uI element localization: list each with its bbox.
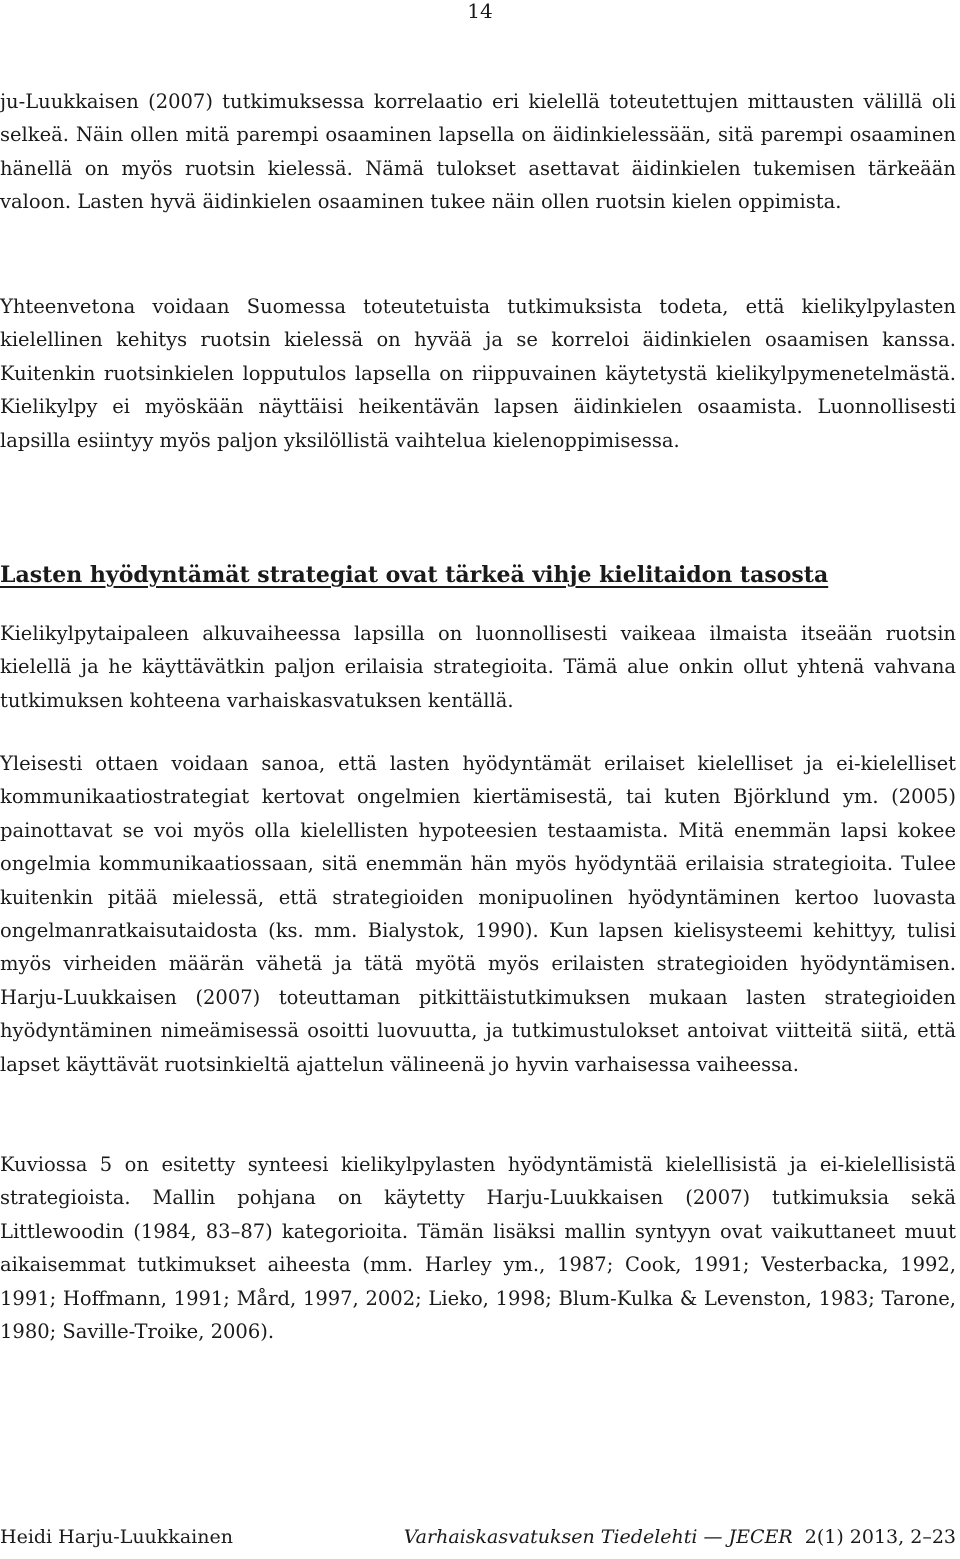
footer-citation (404, 1524, 956, 1550)
section-heading: Lasten hyödyntämät strategiat ovat tärkeä vihje kielitaidon tasosta (0, 562, 829, 588)
paragraph-5: Kuviossa 5 on esitetty synteesi kielikylpylasten hyödyntämistä kielellisistä ja ei-kielellisistä strategioista. Mallin pohjana on käytetty Harju-Luukkaisen (2007) tutkimuksia sekä Littlewoodin (1984, 83–87) kategorioita. Tämän lisäksi mallin syntyyn ovat vaikuttaneet muut aikaisemmat tutkimukset aiheesta (mm. Harley ym., 1987; Cook, 1991; Vesterbacka, 1992, 1991; Hoffmann, 1991; Mård, 1997, 2002; Lieko, 1998; Blum-Kulka & Levenston, 1983; Tarone, 1980; Saville-Troike, 2006). (0, 1153, 956, 1344)
paragraph-3: Kielikylpytaipaleen alkuvaiheessa lapsilla on luonnollisesti vaikeaa ilmaista itseään ruotsin kielellä ja he käyttävätkin paljon erilaisia strategioita. Tämä alue onkin ollut yhtenä vahvana tutkimuksen kohteena varhaiskasvatuksen kentällä. (0, 622, 956, 712)
footer-issue: 2(1) 2013, 2–23 (804, 1526, 956, 1548)
paragraph-1: ju-Luukkaisen (2007) tutkimuksessa korrelaatio eri kielellä toteutettujen mittausten välillä oli selkeä. Näin ollen mitä parempi osaaminen lapsella on äidinkielessään, sitä parempi osaaminen hänellä on myös ruotsin kielessä. Nämä tulokset asettavat äidinkielen tukemisen tärkeään valoon. Lasten hyvä äidinkielen osaaminen tukee näin ollen ruotsin kielen oppimista. (0, 90, 956, 214)
paragraph-4: Yleisesti ottaen voidaan sanoa, että lasten hyödyntämät erilaiset kielelliset ja ei-kielelliset kommunikaatiostrategiat kertovat ongelmien kiertämisestä, tai kuten Björklund ym. (2005) painottavat se voi myös olla kielellisten hypoteesien testaamista. Mitä enemmän lapsi kokee ongelmia kommunikaatiossaan, sitä enemmän hän myös hyödyntää erilaisia strategioita. Tulee kuitenkin pitää mielessä, että strategioiden monipuolinen hyödyntäminen kertoo luovasta ongelmanratkaisutaidosta (ks. mm. Bialystok, 1990). Kun lapsen kielisysteemi kehittyy, tulisi myös virheiden määrän vähetä ja tätä myötä myös erilaisten strategioiden hyödyntämisen. Harju-Luukkaisen (2007) toteuttaman pitkittäistutkimuksen mukaan lasten strategioiden hyödyntäminen nimeämisessä osoitti luovuutta, ja tutkimustulokset antoivat viitteitä siitä, että lapset käyttävät ruotsinkieltä ajattelun välineenä jo hyvin varhaisessa vaiheessa. (0, 752, 956, 1076)
footer-journal: Varhaiskasvatuksen Tiedelehti — JECER (403, 1526, 793, 1548)
paragraph-2: Yhteenvetona voidaan Suomessa toteutetuista tutkimuksista todeta, että kielikylpylasten kielellinen kehitys ruotsin kielessä on hyvää ja se korreloi äidinkielen osaamisen kanssa. Kuitenkin ruotsinkielen lopputulos lapsella on riippuvainen käytetystä kielikylpymenetelmästä. Kielikylpy ei myöskään näyttäisi heikentävän lapsen äidinkielen osaamista. Luonnollisesti lapsilla esiintyy myös paljon yksilöllistä vaihtelua kielenoppimisessa. (0, 295, 956, 452)
page-number: 14 (467, 0, 493, 23)
footer-author: Heidi Harju-Luukkainen (0, 1526, 233, 1548)
